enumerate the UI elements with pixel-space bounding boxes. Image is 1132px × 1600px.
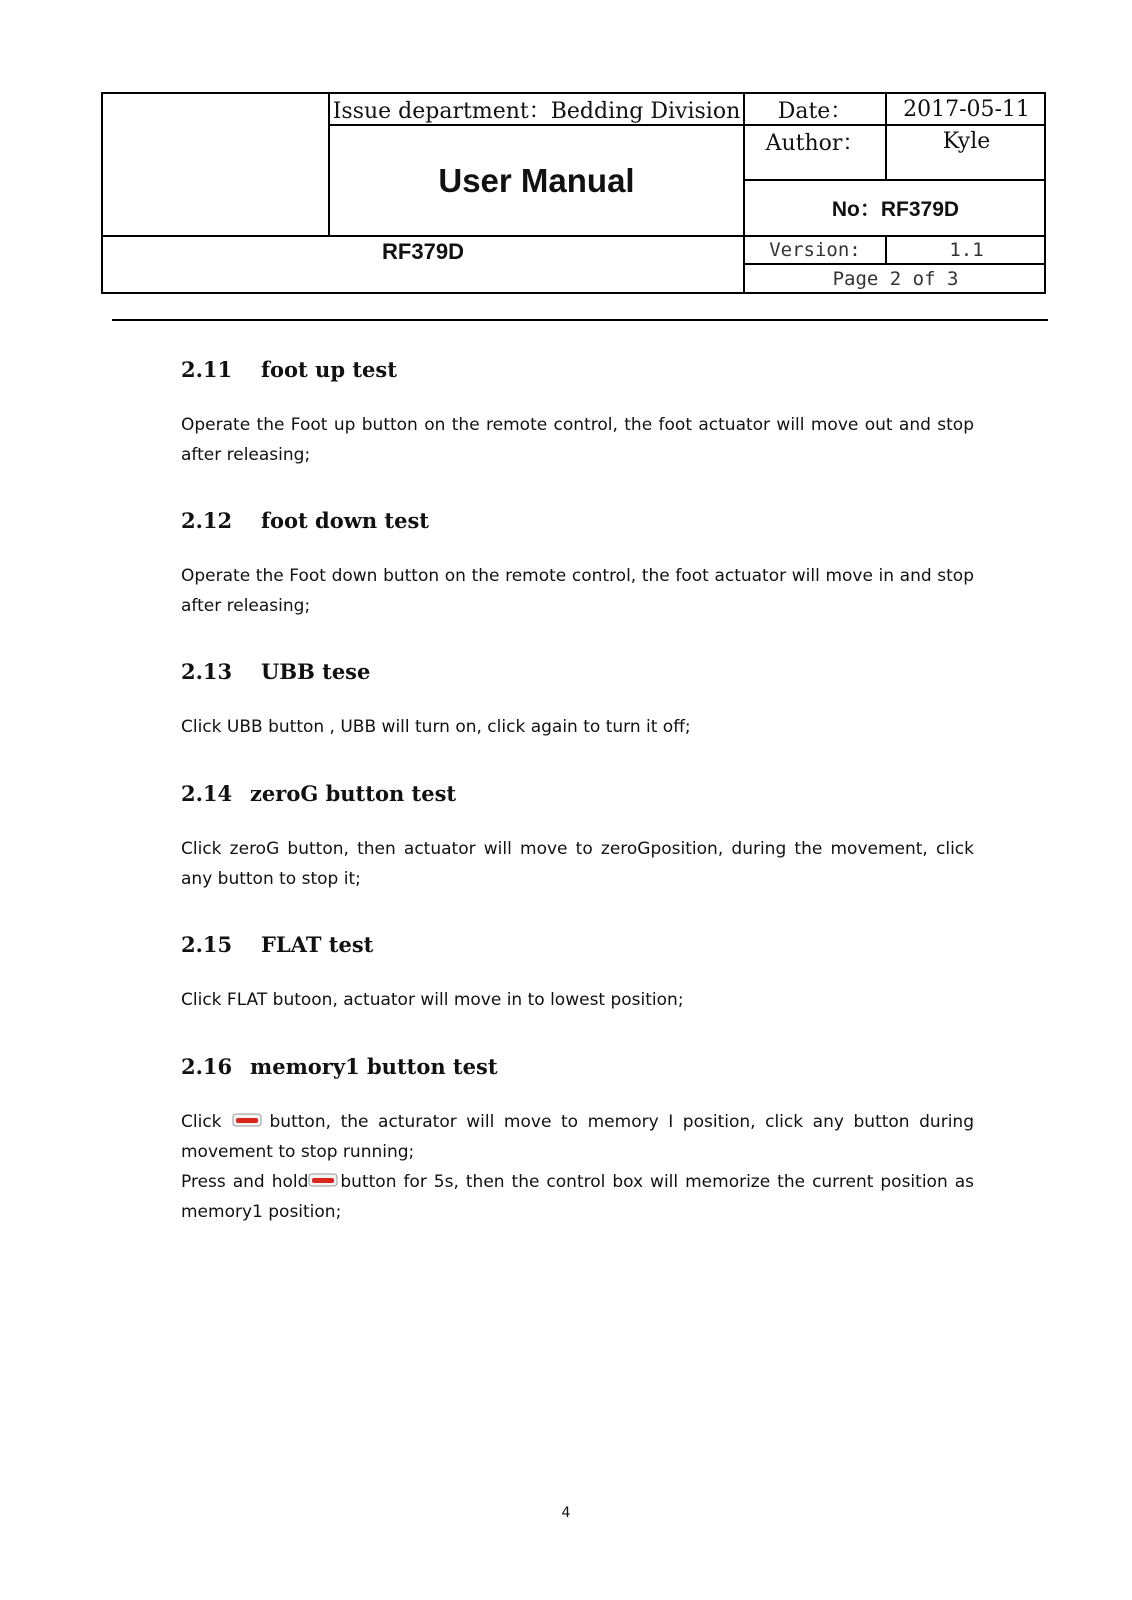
section-heading (181, 927, 974, 963)
section-flat-test (181, 927, 974, 1015)
section-number: 2.11 (181, 357, 233, 382)
section-heading (181, 654, 974, 690)
text-fragment: button, the acturator will move to memory I position, click any button during movement to stop running; (181, 1112, 974, 1162)
section-text: Operate the Foot down button on the remote control, the foot actuator will move in and stop after releasing; (181, 566, 974, 616)
page-number: 4 (561, 1505, 571, 1521)
date-value: 2017-05-11 (903, 96, 1030, 122)
section-number: 2.13 (181, 659, 233, 684)
section-heading (181, 352, 974, 388)
section-ubb-tese (181, 654, 974, 742)
section-text: Click zeroG button, then actuator will move to zeroGposition, during the movement, click any button to stop it; (181, 839, 974, 889)
section-title: zeroG button test (250, 781, 457, 806)
page-info: Page 2 of 3 (832, 267, 959, 290)
section-heading (181, 776, 974, 812)
section-foot-down-test (181, 503, 974, 621)
section-title: foot down test (261, 508, 429, 533)
section-text: Click UBB button , UBB will turn on, click again to turn it off; (181, 717, 691, 737)
section-title: UBB tese (261, 659, 371, 684)
section-text: Operate the Foot up button on the remote control, the foot actuator will move out and stop after releasing; (181, 415, 974, 465)
text-fragment: Press and hold (181, 1172, 309, 1192)
text-fragment: button for 5s, then the control box will memorize the current position as memory1 position; (181, 1172, 974, 1222)
section-heading (181, 1049, 974, 1085)
section-foot-up-test (181, 352, 974, 470)
header-rule (112, 319, 1048, 321)
section-title: foot up test (261, 357, 397, 382)
section-number: 2.16 (181, 1054, 233, 1079)
version-value: 1.1 (949, 239, 984, 261)
memory-button-icon (232, 1108, 262, 1124)
section-number: 2.12 (181, 508, 233, 533)
version-label: Version: (769, 239, 861, 261)
document-title: User Manual (438, 161, 635, 199)
author-label: Author： (765, 130, 865, 156)
document-body (181, 340, 974, 1227)
document-number: No：RF379D (831, 198, 960, 221)
text-fragment: Click (181, 1112, 222, 1132)
section-text: Click FLAT butoon, actuator will move in to lowest position; (181, 990, 684, 1010)
model-name: RF379D (382, 239, 464, 264)
issue-department: Issue department：Bedding Division (332, 98, 741, 124)
date-label: Date： (777, 98, 853, 124)
section-text (181, 1107, 974, 1167)
section-heading (181, 503, 974, 539)
section-memory1-button-test (181, 1049, 974, 1227)
section-text (181, 1167, 974, 1227)
section-zerog-button-test (181, 776, 974, 894)
section-title: FLAT test (261, 932, 374, 957)
document-header (101, 92, 1046, 294)
section-number: 2.14 (181, 781, 233, 806)
memory-button-icon (308, 1168, 338, 1184)
section-number: 2.15 (181, 932, 233, 957)
author-value: Kyle (942, 128, 991, 154)
section-title: memory1 button test (250, 1054, 498, 1079)
